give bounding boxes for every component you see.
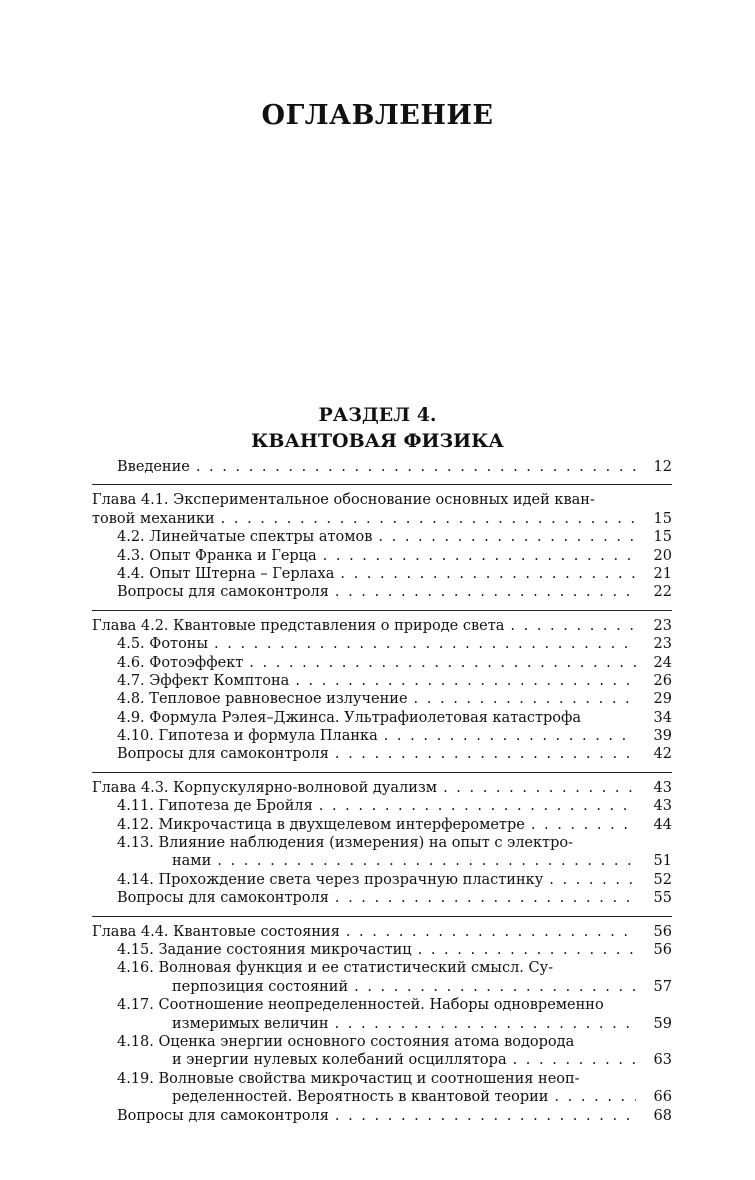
toc-chapter-4-3[interactable]	[92, 779, 672, 797]
toc-page-number: 66	[653, 1089, 672, 1106]
toc-entry[interactable]	[92, 565, 672, 583]
toc-page-number: 15	[653, 529, 672, 546]
toc-entry-text: 4.12. Микрочастица в двухщелевом интерферометре	[117, 816, 525, 833]
toc-entry-cont[interactable]	[92, 1015, 672, 1033]
toc-page-number: 29	[653, 691, 672, 708]
toc-entry-text: 4.4. Опыт Штерна – Герлаха	[117, 565, 335, 582]
leader-dots	[378, 528, 636, 546]
leader-dots	[510, 617, 636, 635]
toc-entry-cont[interactable]	[92, 852, 672, 870]
leader-dots	[554, 1088, 636, 1106]
leader-dots	[335, 1015, 636, 1033]
toc-entry[interactable]	[92, 528, 672, 546]
leader-dots	[335, 583, 636, 601]
table-of-contents	[92, 458, 672, 1125]
toc-entry-questions[interactable]	[92, 745, 672, 763]
toc-entry-text: 4.3. Опыт Франка и Герца	[117, 547, 317, 564]
leader-dots	[340, 565, 636, 583]
toc-page-number: 21	[653, 565, 672, 582]
toc-entry-text: 4.2. Линейчатые спектры атомов	[117, 529, 373, 546]
toc-entry[interactable]	[92, 1033, 672, 1051]
toc-page-number: 26	[653, 672, 672, 689]
toc-page-number: 22	[653, 584, 672, 601]
toc-entry-text: нами	[172, 853, 212, 870]
leader-dots	[346, 923, 636, 941]
leader-dots	[443, 779, 636, 797]
toc-entry-text: Вопросы для самоконтроля	[117, 1107, 329, 1124]
toc-page-number: 23	[653, 636, 672, 653]
toc-entry-cont[interactable]	[92, 978, 672, 996]
toc-entry-text: 4.7. Эффект Комптона	[117, 672, 290, 689]
toc-page-number: 24	[653, 654, 672, 671]
toc-entry-text: 4.14. Прохождение света через прозрачную пластинку	[117, 871, 544, 888]
toc-entry-text: 4.19. Волновые свойства микрочастиц и соотношения неоп-	[117, 1070, 580, 1087]
leader-dots	[354, 978, 636, 996]
toc-entry[interactable]	[92, 941, 672, 959]
toc-page-number: 23	[653, 617, 672, 634]
leader-dots	[196, 458, 636, 476]
toc-page-number: 56	[653, 923, 672, 940]
toc-chapter-4-4[interactable]	[92, 923, 672, 941]
leader-dots	[221, 510, 636, 528]
toc-entry-text: Вопросы для самоконтроля	[117, 746, 329, 763]
toc-entry-text: 4.9. Формула Рэлея–Джинса. Ультрафиолетовая катастрофа	[117, 709, 582, 726]
toc-entry-questions[interactable]	[92, 889, 672, 907]
toc-entry-text: 4.13. Влияние наблюдения (измерения) на опыт с электро-	[117, 835, 573, 852]
toc-chapter-4-2[interactable]	[92, 617, 672, 635]
leader-dots	[531, 816, 636, 834]
section-title: КВАНТОВАЯ ФИЗИКА	[251, 430, 504, 452]
leader-dots	[214, 635, 636, 653]
toc-entry-text: Глава 4.4. Квантовые состояния	[92, 923, 340, 940]
leader-dots	[418, 941, 636, 959]
divider	[92, 772, 672, 773]
leader-dots	[549, 871, 636, 889]
toc-page-number: 34	[653, 709, 672, 726]
toc-page-number: 55	[653, 890, 672, 907]
toc-page-number: 15	[653, 510, 672, 527]
toc-entry-text: ределенностей. Вероятность в квантовой теории	[172, 1089, 549, 1106]
toc-page-number: 68	[653, 1107, 672, 1124]
toc-entry-text: Глава 4.3. Корпускулярно-волновой дуализм	[92, 779, 438, 796]
toc-entry[interactable]	[92, 709, 672, 727]
toc-entry-text: 4.17. Соотношение неопределенностей. Наборы одновременно	[117, 997, 604, 1014]
toc-entry-text: 4.6. Фотоэффект	[117, 654, 244, 671]
toc-entry-text: 4.11. Гипотеза де Бройля	[117, 798, 313, 815]
toc-entry-text: Вопросы для самоконтроля	[117, 890, 329, 907]
leader-dots	[323, 547, 636, 565]
section-label: РАЗДЕЛ 4.	[318, 404, 437, 426]
toc-entry[interactable]	[92, 690, 672, 708]
toc-entry[interactable]	[92, 871, 672, 889]
leader-dots	[513, 1051, 636, 1069]
toc-entry-text: Вопросы для самоконтроля	[117, 584, 329, 601]
toc-page-number: 44	[653, 816, 672, 833]
toc-page-number: 43	[653, 779, 672, 796]
divider	[92, 916, 672, 917]
leader-dots	[414, 690, 636, 708]
divider	[92, 610, 672, 611]
toc-entry-questions[interactable]	[92, 1107, 672, 1125]
toc-entry-text: перпозиция состояний	[172, 978, 349, 995]
toc-entry-intro[interactable]	[92, 458, 672, 476]
toc-page-number: 20	[653, 547, 672, 564]
toc-entry-text: 4.10. Гипотеза и формула Планка	[117, 728, 378, 745]
leader-dots	[319, 797, 636, 815]
toc-entry-text: 4.15. Задание состояния микрочастиц	[117, 941, 412, 958]
leader-dots	[249, 654, 636, 672]
toc-page-number: 57	[653, 978, 672, 995]
toc-entry-text: товой механики	[92, 510, 215, 527]
toc-entry-text: 4.18. Оценка энергии основного состояния атома водорода	[117, 1033, 575, 1050]
toc-entry-text: 4.16. Волновая функция и ее статистический смысл. Су-	[117, 960, 554, 977]
toc-entry-text: 4.5. Фотоны	[117, 636, 209, 653]
toc-entry-cont[interactable]	[92, 1088, 672, 1106]
toc-page-number: 42	[653, 746, 672, 763]
toc-entry[interactable]	[92, 959, 672, 977]
toc-page-number: 51	[653, 853, 672, 870]
toc-entry[interactable]	[92, 996, 672, 1014]
toc-entry-text: 4.8. Тепловое равновесное излучение	[117, 691, 408, 708]
toc-entry[interactable]	[92, 797, 672, 815]
divider	[92, 484, 672, 485]
leader-dots	[335, 1107, 636, 1125]
toc-entry[interactable]	[92, 816, 672, 834]
leader-dots	[384, 727, 636, 745]
toc-entry[interactable]	[92, 635, 672, 653]
toc-page-number: 43	[653, 798, 672, 815]
page-title: ОГЛАВЛЕНИЕ	[261, 100, 494, 131]
leader-dots	[217, 852, 636, 870]
toc-entry-text: Глава 4.1. Экспериментальное обоснование основных идей кван-	[92, 492, 595, 509]
toc-entry[interactable]	[92, 1070, 672, 1088]
toc-entry-text: Введение	[117, 459, 190, 475]
toc-page-number: 12	[653, 459, 672, 475]
toc-page-number: 56	[653, 941, 672, 958]
toc-entry[interactable]	[92, 672, 672, 690]
toc-entry-cont[interactable]	[92, 1051, 672, 1069]
toc-entry-text: и энергии нулевых колебаний осциллятора	[172, 1052, 507, 1069]
toc-entry[interactable]	[92, 727, 672, 745]
toc-entry[interactable]	[92, 654, 672, 672]
toc-entry-questions[interactable]	[92, 583, 672, 601]
toc-page-number: 52	[653, 871, 672, 888]
section-heading	[0, 402, 755, 454]
toc-entry[interactable]	[92, 547, 672, 565]
toc-entry[interactable]	[92, 834, 672, 852]
toc-page-number: 59	[653, 1015, 672, 1032]
toc-entry-text: Глава 4.2. Квантовые представления о природе света	[92, 617, 505, 634]
toc-chapter-4-1[interactable]	[92, 491, 672, 509]
toc-chapter-4-1-cont[interactable]	[92, 510, 672, 528]
leader-dots	[335, 745, 636, 763]
toc-page-number: 63	[653, 1052, 672, 1069]
leader-dots	[295, 672, 636, 690]
leader-dots	[335, 889, 636, 907]
toc-page-number: 39	[653, 728, 672, 745]
toc-entry-text: измеримых величин	[172, 1015, 329, 1032]
